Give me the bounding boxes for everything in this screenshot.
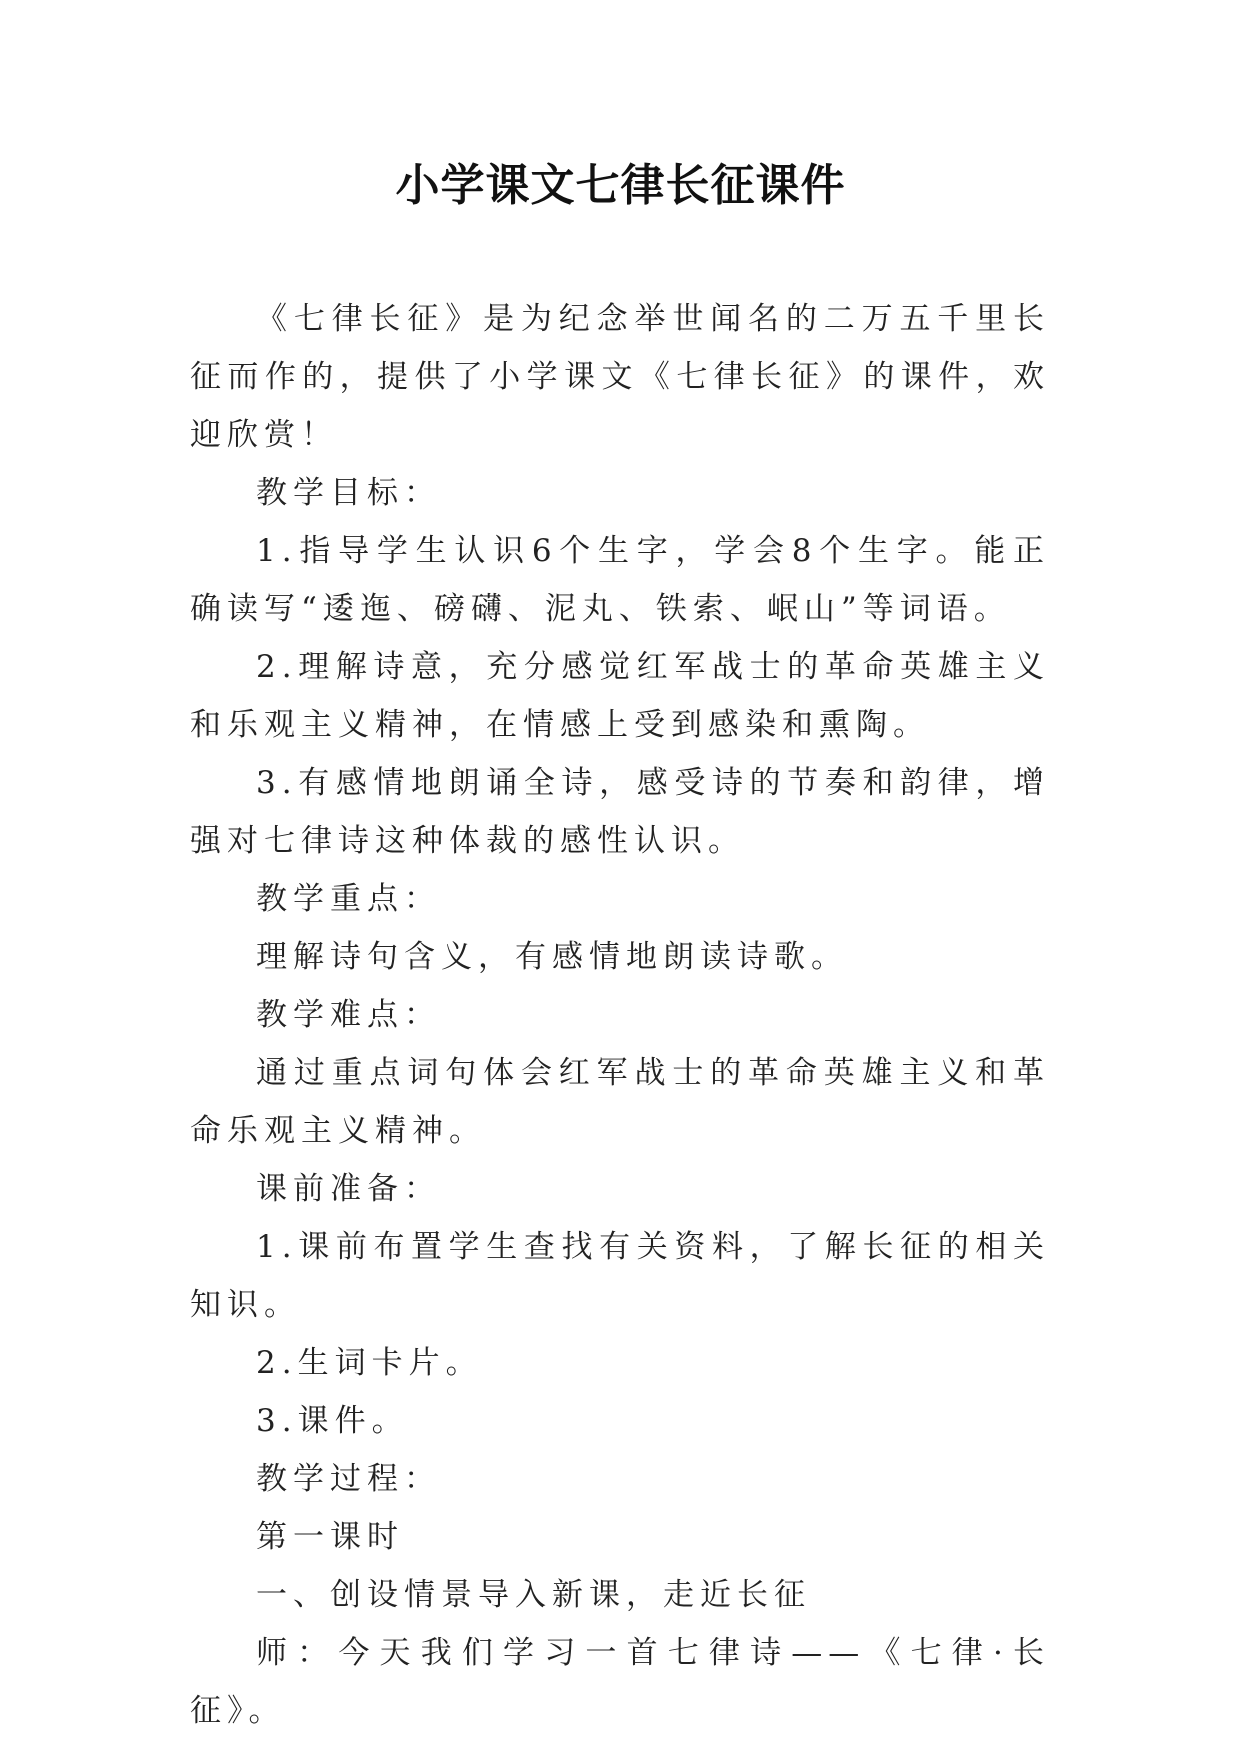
paragraph-difficulties: 通过重点词句体会红军战士的革命英雄主义和革命乐观主义精神。 [190, 1055, 1050, 1149]
paragraph-preparation-1: 1.课前布置学生查找有关资料，了解长征的相关知识。 [190, 1229, 1050, 1323]
paragraph-goal-3: 3.有感情地朗诵全诗，感受诗的节奏和韵律，增强对七律诗这种体裁的感性认识。 [190, 765, 1050, 859]
paragraph-goal-2: 2.理解诗意，充分感觉红军战士的革命英雄主义和乐观主义精神，在情感上受到感染和熏陶。 [190, 649, 1050, 743]
document-title: 小学课文七律长征课件 [395, 160, 846, 211]
heading-teaching-process: 教学过程： [256, 1461, 441, 1497]
paragraph-goal-1: 1.指导学生认识6个生字，学会8个生字。能正确读写“逶迤、磅礴、泥丸、铁索、岷山”等词语。 [190, 533, 1050, 627]
paragraph-teacher-intro: 师：今天我们学习一首七律诗——《七律·长征》。 [190, 1635, 1050, 1729]
heading-key-points: 教学重点： [256, 881, 441, 917]
paragraph-preparation-3: 3.课件。 [256, 1403, 409, 1439]
heading-section-one: 一、创设情景导入新课，走近长征 [256, 1577, 811, 1613]
paragraph-preparation-2: 2.生词卡片。 [256, 1345, 483, 1381]
heading-preparation: 课前准备： [256, 1171, 441, 1207]
heading-difficulties: 教学难点： [256, 997, 441, 1033]
document-body [190, 290, 1050, 1740]
heading-teaching-goals: 教学目标： [256, 475, 441, 511]
heading-first-lesson: 第一课时 [256, 1519, 404, 1555]
paragraph-intro: 《七律长征》是为纪念举世闻名的二万五千里长征而作的，提供了小学课文《七律长征》的课件，欢迎欣赏！ [190, 301, 1050, 453]
paragraph-key-points: 理解诗句含义，有感情地朗读诗歌。 [256, 939, 848, 975]
